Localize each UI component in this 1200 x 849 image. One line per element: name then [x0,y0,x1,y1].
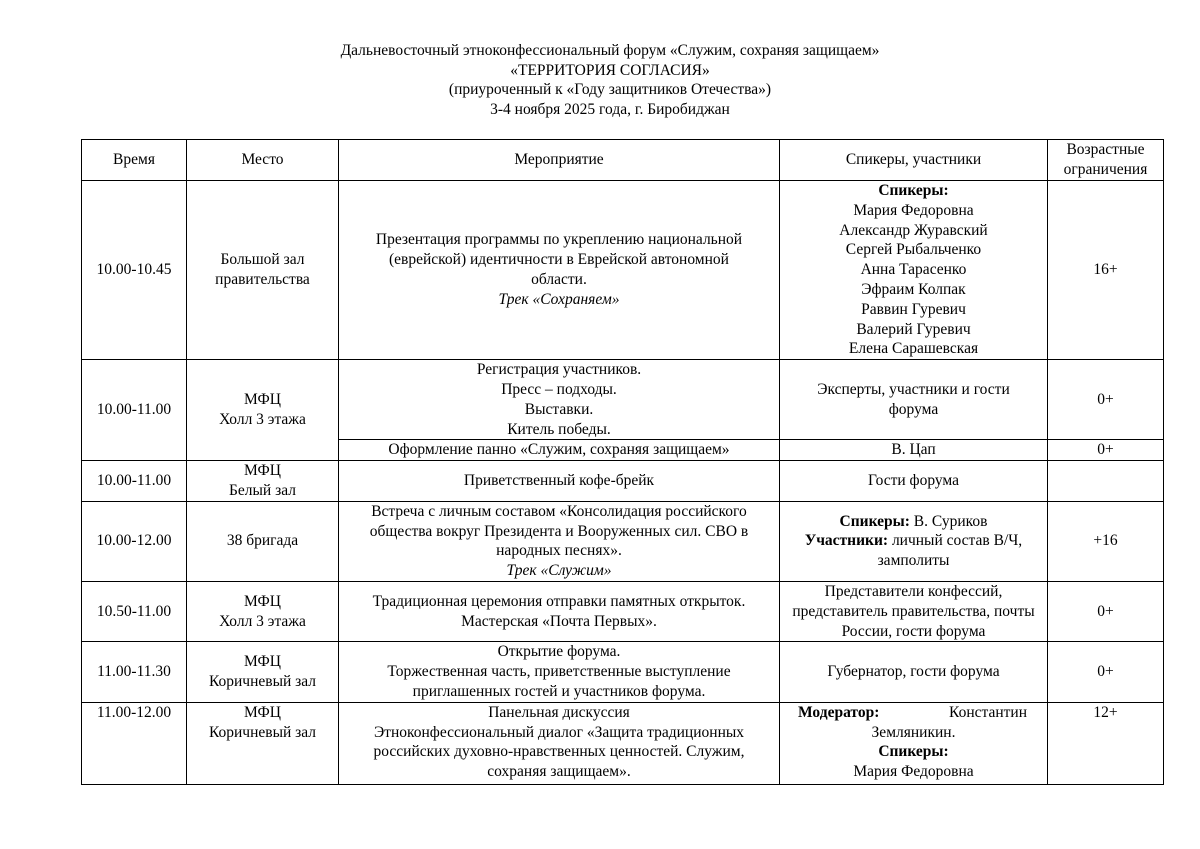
speaker-name: Елена Сарашевская [848,340,979,358]
cell-place: 38 бригада [187,501,339,581]
speaker-name: Анна Тарасенко [860,261,967,279]
schedule-table [81,139,1164,785]
cell-age: +16 [1048,501,1164,581]
table-header-row [82,140,1164,181]
cell-time: 10.00-11.00 [82,461,187,502]
cell-time: 10.00-11.00 [82,360,187,461]
forum-dedication: (приуроченный к «Году защитников Отечества») [448,81,772,98]
cell-speakers: Представители конфессий, представитель правительства, почты России, гости форума [780,581,1048,641]
track-label: Трек «Сохраняем» [498,290,620,308]
cell-time: 11.00-11.30 [82,642,187,702]
cell-speakers: Эксперты, участники и гости форума [780,360,1048,440]
cell-event: Оформление панно «Служим, сохраняя защищаем» [339,440,780,461]
speaker-name: Сергей Рыбальченко [845,241,982,259]
table-row [82,461,1164,502]
forum-title: Дальневосточный этноконфессиональный форум «Служим, сохраняя защищаем» [340,42,880,59]
track-label: Трек «Служим» [506,562,612,580]
table-row [82,581,1164,641]
cell-place: МФЦ Холл 3 этажа [187,581,339,641]
cell-place: МФЦ Холл 3 этажа [187,360,339,461]
speaker-name: Мария Федоровна [853,201,974,219]
table-row [82,642,1164,702]
cell-place: МФЦ Коричневый зал [187,702,339,784]
cell-age [1048,461,1164,502]
cell-age: 0+ [1048,642,1164,702]
speaker-name: Раввин Гуревич [861,300,966,318]
header-age: Возрастные ограничения [1048,140,1164,181]
cell-time: 10.00-12.00 [82,501,187,581]
cell-age: 12+ [1048,702,1164,784]
forum-subtitle: «ТЕРРИТОРИЯ СОГЛАСИЯ» [510,61,710,79]
cell-event: Панельная дискуссия Этноконфессиональный диалог «Защита традиционных российских духовно-нравственных ценностей. Служим, сохраняя защищаем». [339,702,780,784]
cell-event: Встреча с личным составом «Консолидация российского общества вокруг Президента и Вооруженных сил. СВО в народных песнях». Трек «Служим» [339,501,780,581]
forum-date-place: 3-4 ноября 2025 года, г. Биробиджан [490,100,730,118]
cell-event: Регистрация участников. Пресс – подходы. Выставки. Китель победы. [339,360,780,440]
cell-event: Традиционная церемония отправки памятных открыток. Мастерская «Почта Первых». [339,581,780,641]
cell-speakers: Губернатор, гости форума [780,642,1048,702]
table-row [82,181,1164,360]
cell-event: Презентация программы по укреплению национальной (еврейской) идентичности в Еврейской автономной области. Трек «Сохраняем» [339,181,780,360]
speaker-name: Валерий Гуревич [856,320,971,338]
cell-speakers [780,181,1048,360]
table-row [82,501,1164,581]
cell-event: Приветственный кофе-брейк [339,461,780,502]
speaker-name: Эфраим Колпак [861,280,966,298]
cell-speakers: В. Цап [780,440,1048,461]
cell-place: Большой зал правительства [187,181,339,360]
cell-time: 10.00-10.45 [82,181,187,360]
speakers-heading: Спикеры: [878,743,949,761]
cell-age: 0+ [1048,360,1164,440]
cell-time: 11.00-12.00 [82,702,187,784]
header-time: Время [82,140,187,181]
cell-event: Открытие форума. Торжественная часть, приветственные выступление приглашенных гостей и участников форума. [339,642,780,702]
moderator-label: Модератор: [798,703,880,721]
cell-age: 16+ [1048,181,1164,360]
cell-time: 10.50-11.00 [82,581,187,641]
cell-speakers: Модератор: Константин Земляникин. Спикеры: Мария Федоровна [780,702,1048,784]
header-event: Мероприятие [339,140,780,181]
table-row [82,702,1164,784]
document-header [0,41,1200,119]
cell-place: МФЦ Белый зал [187,461,339,502]
header-speakers: Спикеры, участники [780,140,1048,181]
cell-place: МФЦ Коричневый зал [187,642,339,702]
speakers-heading: Спикеры: [878,182,949,199]
table-row [82,360,1164,440]
speaker-name: Мария Федоровна [853,763,974,781]
speaker-name: Александр Журавский [839,221,988,239]
header-place: Место [187,140,339,181]
cell-age: 0+ [1048,440,1164,461]
cell-age: 0+ [1048,581,1164,641]
cell-speakers: Гости форума [780,461,1048,502]
cell-speakers: Спикеры: В. Суриков Участники: личный состав В/Ч, замполиты [780,501,1048,581]
